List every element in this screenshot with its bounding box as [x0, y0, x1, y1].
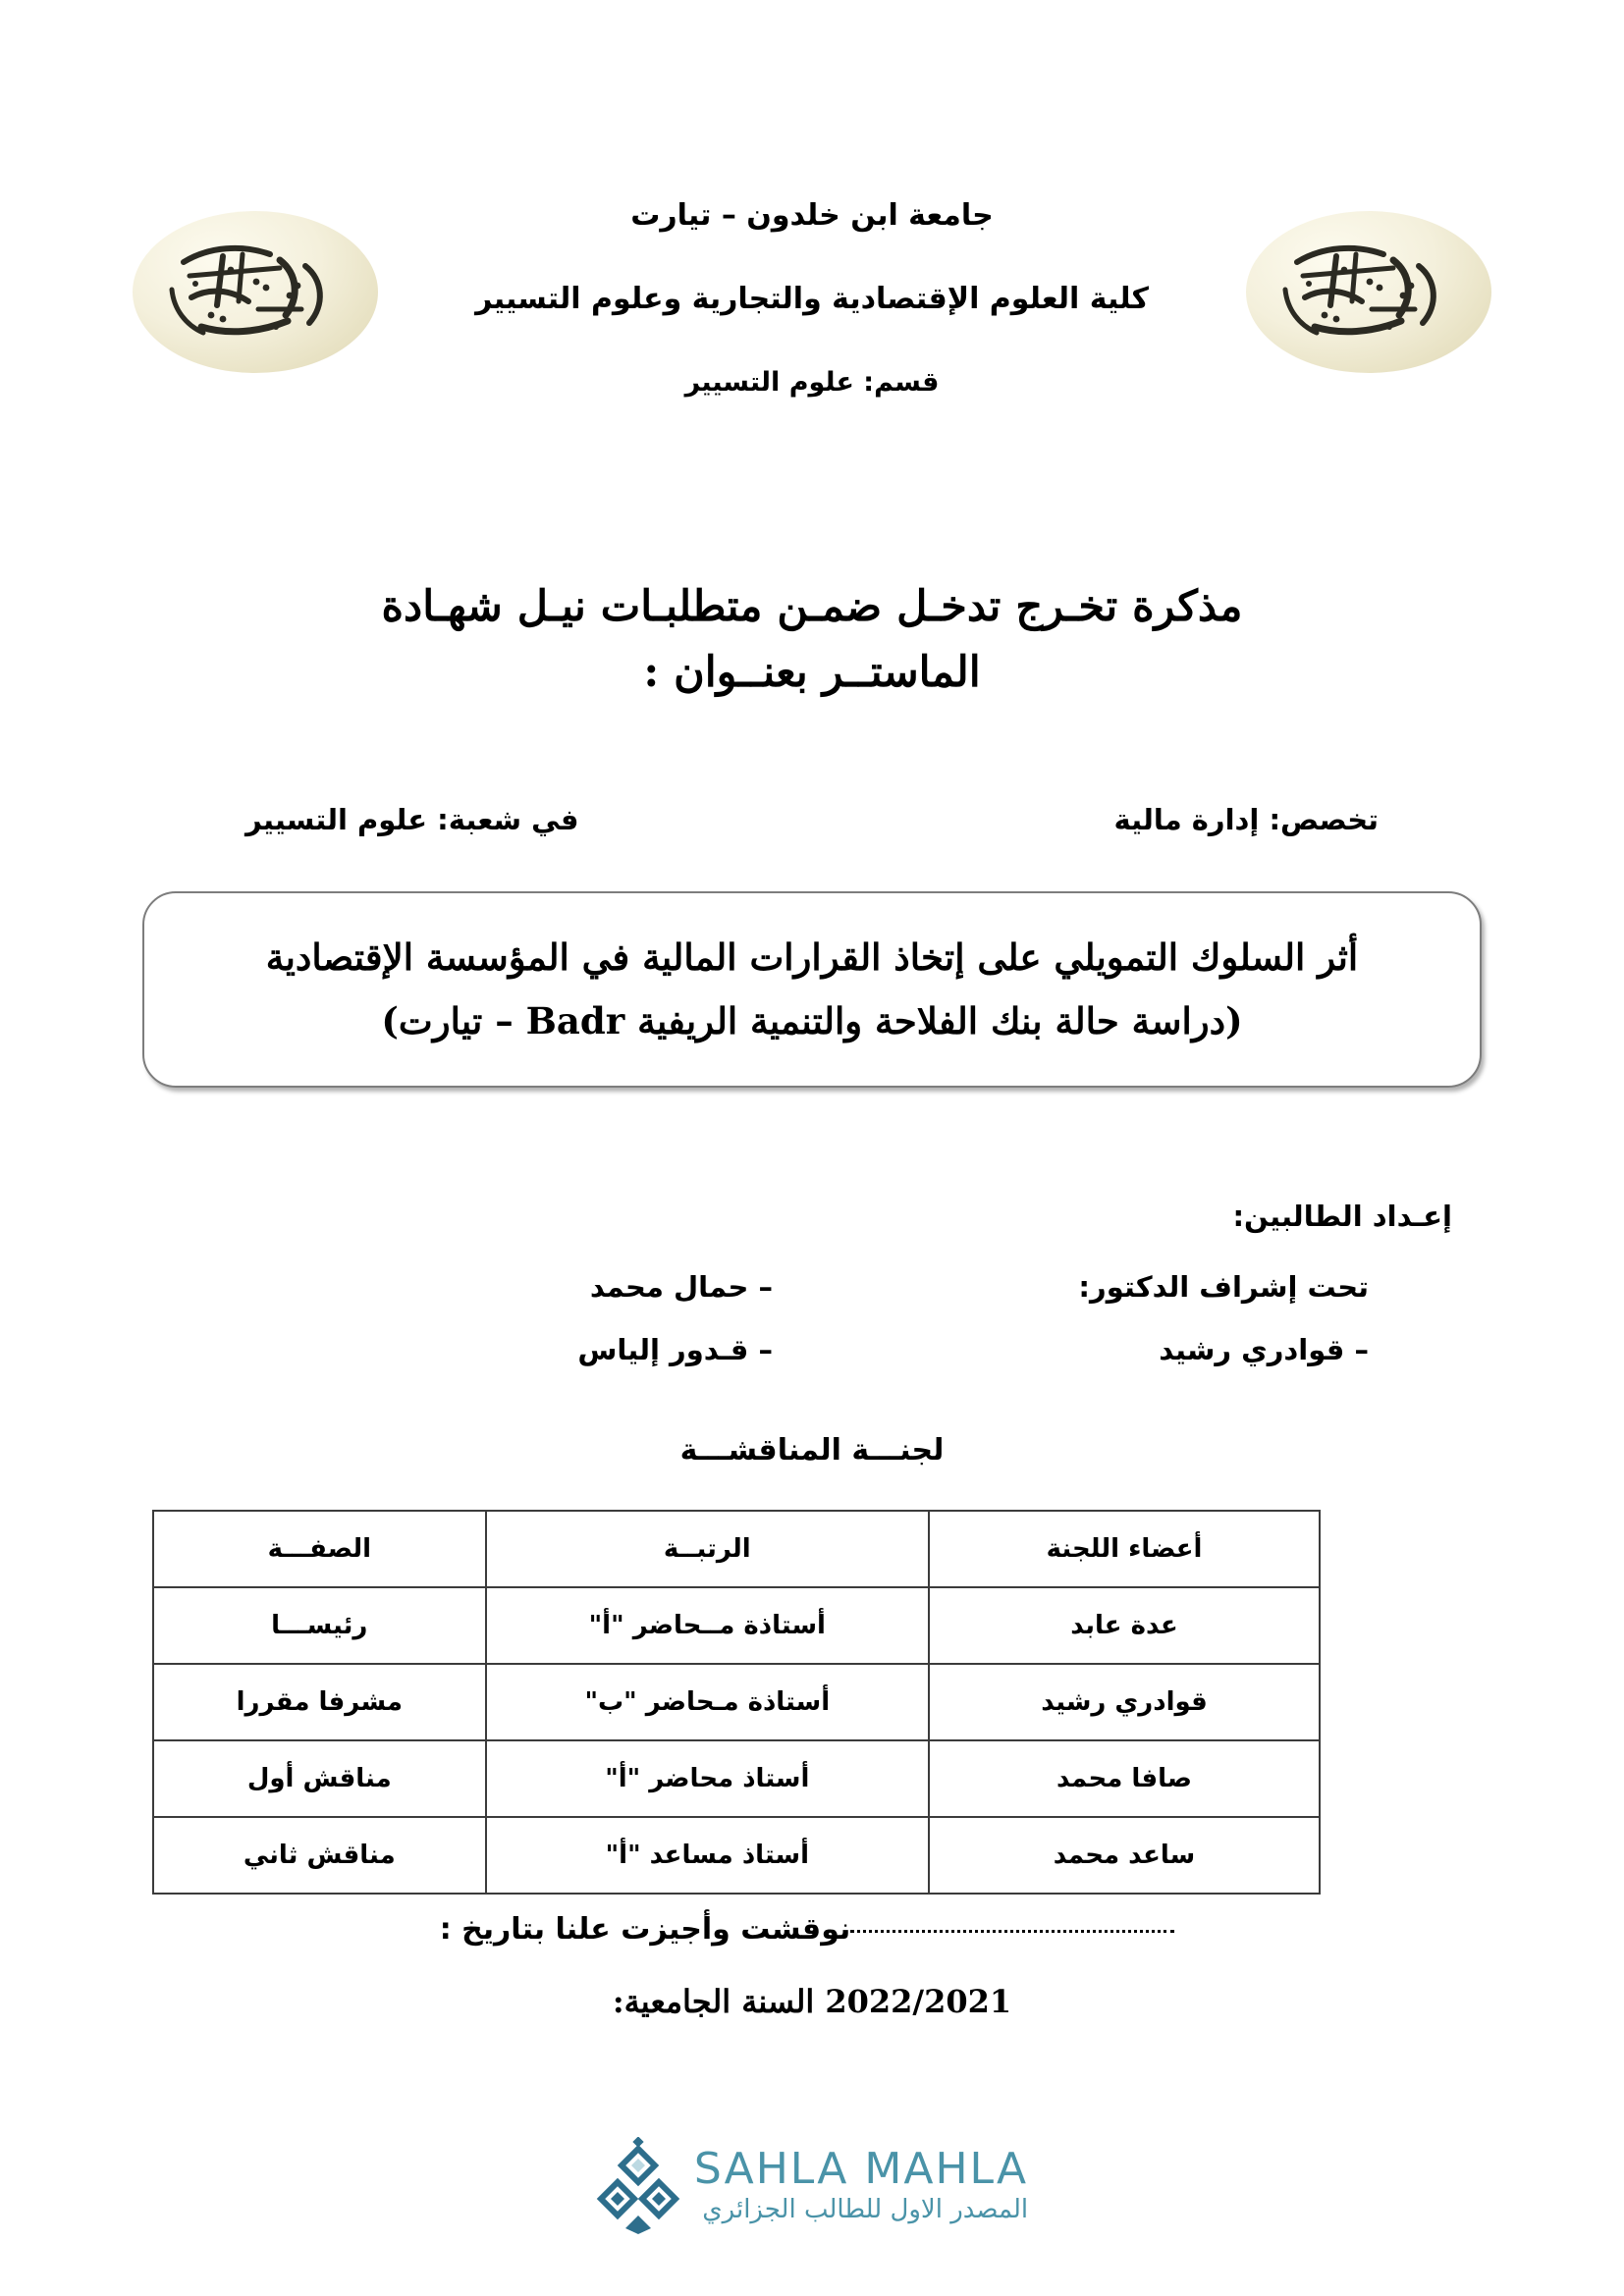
jury-member-rank: أستاذة مــحاضر "أ": [486, 1587, 929, 1664]
field-label: في شعبة: علوم التسيير: [245, 803, 579, 836]
jury-member-name: صافا محمد: [929, 1740, 1320, 1817]
student-2-name: – قـدور إلياس: [577, 1333, 773, 1366]
jury-member-capacity: مناقش أول: [153, 1740, 486, 1817]
date-blank-line: [850, 1930, 1174, 1933]
sahla-mahla-diamond-icon: [596, 2137, 680, 2235]
degree-statement: [118, 574, 1506, 705]
table-row: [153, 1740, 1320, 1817]
authors-grid: [147, 1270, 1477, 1366]
student-1-cell: [147, 1270, 812, 1304]
thesis-title-line-1: أثر السلوك التمويلي على إتخاذ القرارات المالية في المؤسسة الإقتصادية: [265, 935, 1359, 980]
university-name: جامعة ابن خلدون – تيارت: [630, 198, 994, 233]
supervisor-name: – قوادري رشيد: [1159, 1333, 1369, 1366]
table-row: [153, 1587, 1320, 1664]
jury-member-rank: أستاذة مـحاضر "ب": [486, 1664, 929, 1740]
table-row: [153, 1664, 1320, 1740]
jury-member-name: ساعد محمد: [929, 1817, 1320, 1894]
brand-name: SAHLA MAHLA: [693, 2144, 1029, 2194]
academic-year-line: [0, 1983, 1624, 2020]
branch-speciality-row: [147, 803, 1477, 836]
jury-member-rank: أستاذ محاضر "أ": [486, 1740, 929, 1817]
table-header-row: [153, 1511, 1320, 1587]
student-1-name: – حمال محمد: [589, 1270, 773, 1304]
academic-year-label: السنة الجامعية:: [612, 1983, 815, 2020]
faculty-name: كلية العلوم الإقتصادية والتجارية وعلوم التسيير: [475, 281, 1149, 316]
speciality-label: تخصص: إدارة مالية: [1113, 803, 1379, 836]
thesis-title-box: [142, 891, 1482, 1088]
column-header-members: أعضاء اللجنة: [929, 1511, 1320, 1587]
jury-table: [152, 1510, 1321, 1895]
university-seal-icon-left: [133, 211, 378, 373]
defense-date-label: نوقشت وأجيزت علنا بتاريخ :: [439, 1912, 851, 1947]
authors-section: [147, 1200, 1477, 1366]
column-header-capacity: الصفـــة: [153, 1511, 486, 1587]
authors-heading: إعـداد الطالبين:: [1232, 1200, 1452, 1233]
institution-block: [353, 191, 1271, 398]
academic-year-value: 2022/2021: [825, 1983, 1012, 2020]
jury-member-capacity: مشرفا مقررا: [153, 1664, 486, 1740]
thesis-title-line-2: (دراسة حالة بنك الفلاحة والتنمية الريفية Badr – تيارت): [381, 999, 1243, 1042]
supervisor-heading-cell: [812, 1270, 1477, 1304]
student-2-cell: [147, 1333, 812, 1366]
page-header: [0, 191, 1624, 437]
degree-statement-line-2: الماستــر بعنــوان :: [643, 647, 981, 697]
degree-statement-line-1: مذكرة تخـرج تدخـل ضمـن متطلبـات نيـل شهـادة: [381, 582, 1243, 631]
column-header-rank: الرتبــة: [486, 1511, 929, 1587]
supervisor-heading: تحت إشراف الدكتور:: [1078, 1270, 1369, 1304]
jury-member-capacity: مناقش ثاني: [153, 1817, 486, 1894]
jury-member-rank: أستاذ مساعد "أ": [486, 1817, 929, 1894]
jury-member-capacity: رئيســـا: [153, 1587, 486, 1664]
supervisor-cell: [812, 1333, 1477, 1366]
jury-member-name: قوادري رشيد: [929, 1664, 1320, 1740]
table-row: [153, 1817, 1320, 1894]
jury-member-name: عدة عابد: [929, 1587, 1320, 1664]
footer-logo: [0, 2137, 1624, 2235]
defense-date-line: [0, 1912, 1624, 1947]
jury-heading: لجنـــة المناقشـــة: [679, 1433, 945, 1468]
university-seal-icon-right: [1246, 211, 1491, 373]
department-name: قسم: علوم التسيير: [684, 367, 940, 398]
brand-tagline: المصدر الاول للطالب الجزائري: [702, 2195, 1029, 2224]
